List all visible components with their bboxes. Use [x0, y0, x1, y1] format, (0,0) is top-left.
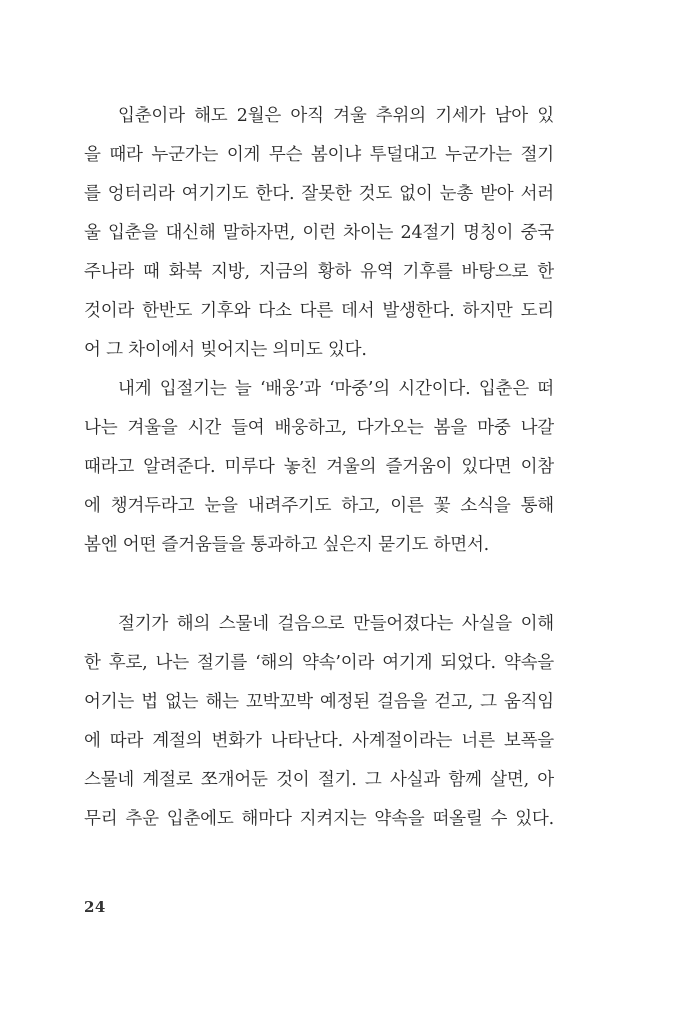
text-line: 울 입춘을 대신해 말하자면, 이런 차이는 24절기 명칭이 중국 [84, 223, 554, 243]
text-line: 입춘이라 해도 2월은 아직 겨울 추위의 기세가 남아 있 [118, 106, 554, 126]
page-number: 24 [84, 898, 106, 916]
text-line: 주나라 때 화북 지방, 지금의 황하 유역 기후를 바탕으로 한 [84, 262, 554, 282]
text-line: 무리 추운 입춘에도 해마다 지켜지는 약속을 떠올릴 수 있다. [84, 809, 554, 829]
text-line: 때라고 알려준다. 미루다 놓친 겨울의 즐거움이 있다면 이참 [84, 457, 554, 477]
text-line: 한 후로, 나는 절기를 ‘해의 약속’이라 여기게 되었다. 약속을 [84, 653, 554, 673]
text-line: 절기가 해의 스물네 걸음으로 만들어졌다는 사실을 이해 [118, 614, 554, 634]
text-line: 스물네 계절로 쪼개어둔 것이 절기. 그 사실과 함께 살면, 아 [84, 770, 554, 790]
text-line: 내게 입절기는 늘 ‘배웅’과 ‘마중’의 시간이다. 입춘은 떠 [118, 379, 554, 399]
text-line: 어기는 법 없는 해는 꼬박꼬박 예정된 걸음을 걷고, 그 움직임 [84, 692, 554, 712]
text-line: 에 따라 계절의 변화가 나타난다. 사계절이라는 너른 보폭을 [84, 731, 554, 751]
text-line: 것이라 한반도 기후와 다소 다른 데서 발생한다. 하지만 도리 [84, 301, 554, 321]
text-line: 에 챙겨두라고 눈을 내려주기도 하고, 이른 꽃 소식을 통해 [84, 496, 554, 516]
text-line: 나는 겨울을 시간 들여 배웅하고, 다가오는 봄을 마중 나갈 [84, 418, 554, 438]
text-line: 를 엉터리라 여기기도 한다. 잘못한 것도 없이 눈총 받아 서러 [84, 184, 554, 204]
text-line: 어 그 차이에서 빚어지는 의미도 있다. [84, 340, 367, 360]
text-line: 봄엔 어떤 즐거움들을 통과하고 싶은지 묻기도 하면서. [84, 535, 490, 555]
text-line: 을 때라 누군가는 이게 무슨 봄이냐 투덜대고 누군가는 절기 [84, 145, 554, 165]
